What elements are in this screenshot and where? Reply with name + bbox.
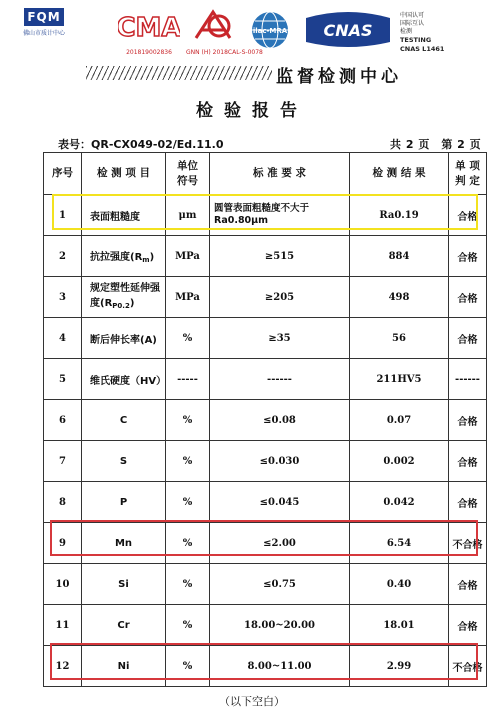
results-table-wrapper [43,152,486,687]
cma-seal-icon [118,8,180,44]
table-row [44,236,487,277]
cell-verdict: 合格 [449,441,487,482]
hatched-redaction [86,66,272,80]
pass-highlight-box [52,194,478,230]
cell-item: 表面粗糙度 [82,195,166,236]
cma-seal [118,8,180,56]
cell-item: 规定塑性延伸强 度$(R_{P0.2})$ [82,277,166,318]
cell-no: 12 [44,646,82,687]
cell-no: 1 [44,195,82,236]
cell-requirement: ≥515 [210,236,350,277]
cell-verdict: 合格 [449,400,487,441]
cell-requirement: ≤2.00 [210,523,350,564]
cell-item: Si [82,564,166,605]
cell-requirement: ≤0.08 [210,400,350,441]
cell-no: 6 [44,400,82,441]
cell-unit: % [166,482,210,523]
cell-result: 56 [350,318,449,359]
table-row [44,441,487,482]
cell-requirement: 8.00~11.00 [210,646,350,687]
cell-item: 断后伸长率(A) [82,318,166,359]
center-title: 监督检测中心 [276,67,402,87]
cell-result: 884 [350,236,449,277]
cell-result: 2.99 [350,646,449,687]
cell-result: 0.002 [350,441,449,482]
cnas-text: CNAS [323,21,373,40]
cell-no: 10 [44,564,82,605]
cell-result: 0.40 [350,564,449,605]
cell-requirement: 圆管表面粗糙度不大于 Ra0.80μm [210,195,350,236]
cell-result: 498 [350,277,449,318]
cnas-line: 国际互认 [400,20,425,27]
cell-unit: % [166,441,210,482]
header-no: 序号 [44,153,82,195]
cell-requirement: ≤0.045 [210,482,350,523]
table-row [44,482,487,523]
cell-verdict: 不合格 [449,523,487,564]
cell-item: Mn [82,523,166,564]
fail-highlight-box-mn [50,520,478,556]
cell-result: 211HV5 [350,359,449,400]
header-verdict: 单 项 判 定 [449,153,487,195]
cnas-line: TESTING [400,36,432,44]
cnas-line: 中国认可 [400,12,425,19]
cell-no: 4 [44,318,82,359]
cell-no: 3 [44,277,82,318]
cell-unit: % [166,605,210,646]
ilac-text: ilac-MRA [252,27,288,35]
cma-code: 201819002836 [126,49,172,56]
table-row [44,400,487,441]
cma-seal-text: CMA [118,13,180,43]
cell-item: C [82,400,166,441]
cell-unit: MPa [166,277,210,318]
form-number: 表号：QR-CX049-02/Ed.11.0 [58,138,224,151]
cell-no: 5 [44,359,82,400]
cell-verdict: 合格 [449,277,487,318]
fqm-logo-mark: FQM [24,8,64,26]
cnas-caption [400,12,444,54]
cell-no: 2 [44,236,82,277]
cnas-logo-icon [298,12,398,48]
fqm-logo [12,8,76,37]
table-header-row [44,153,487,195]
cell-requirement: ≤0.030 [210,441,350,482]
footer-blank-note: （以下空白） [219,695,285,708]
header-requirement: 标 准 要 求 [210,153,350,195]
cell-requirement: 18.00~20.00 [210,605,350,646]
fqm-logo-subtitle: 佛山市质计中心 [22,30,65,37]
cell-unit: ----- [166,359,210,400]
accreditation-logos [0,6,504,58]
cal-code: GNN (H) 2018CAL-S-0078 [186,49,263,56]
cnas-line: 检测 [400,28,413,35]
cnas-line: CNAS L1461 [400,45,445,53]
cell-unit: μm [166,195,210,236]
header-result: 检 测 结 果 [350,153,449,195]
table-row [44,605,487,646]
cell-item: S [82,441,166,482]
cnas-logo [298,12,398,52]
cell-verdict: 合格 [449,195,487,236]
table-row [44,277,487,318]
cal-seal-icon [186,8,240,44]
cell-result: 18.01 [350,605,449,646]
cell-no: 9 [44,523,82,564]
cell-verdict: 合格 [449,236,487,277]
cell-unit: % [166,564,210,605]
cell-verdict: ------ [449,359,487,400]
cell-item: P [82,482,166,523]
cell-unit: % [166,523,210,564]
cell-result: Ra0.19 [350,195,449,236]
cell-item: 维氏硬度（HV） [82,359,166,400]
cell-item: Ni [82,646,166,687]
ilac-logo [248,10,292,54]
cell-no: 8 [44,482,82,523]
cell-no: 7 [44,441,82,482]
cell-requirement: ≥205 [210,277,350,318]
fail-highlight-box-ni [50,643,478,680]
cell-result: 0.042 [350,482,449,523]
cell-unit: MPa [166,236,210,277]
cell-unit: % [166,646,210,687]
cell-result: 0.07 [350,400,449,441]
page-count: 共 2 页 第 2 页 [390,138,482,151]
globe-icon [248,10,292,50]
cell-verdict: 合格 [449,564,487,605]
cell-no: 11 [44,605,82,646]
table-row [44,318,487,359]
cell-requirement: ≥35 [210,318,350,359]
table-row [44,564,487,605]
cell-verdict: 不合格 [449,646,487,687]
results-table [43,152,487,687]
cell-verdict: 合格 [449,318,487,359]
cell-item: Cr [82,605,166,646]
cell-result: 6.54 [350,523,449,564]
header-unit: 单位 符号 [166,153,210,195]
table-row [44,359,487,400]
header-item: 检 测 项 目 [82,153,166,195]
cell-requirement: ≤0.75 [210,564,350,605]
cell-item: 抗拉强度$(R_m)$ [82,236,166,277]
cell-verdict: 合格 [449,482,487,523]
cell-unit: % [166,400,210,441]
report-title: 检验报告 [196,101,308,121]
cell-verdict: 合格 [449,605,487,646]
cell-unit: % [166,318,210,359]
cell-requirement: ------ [210,359,350,400]
